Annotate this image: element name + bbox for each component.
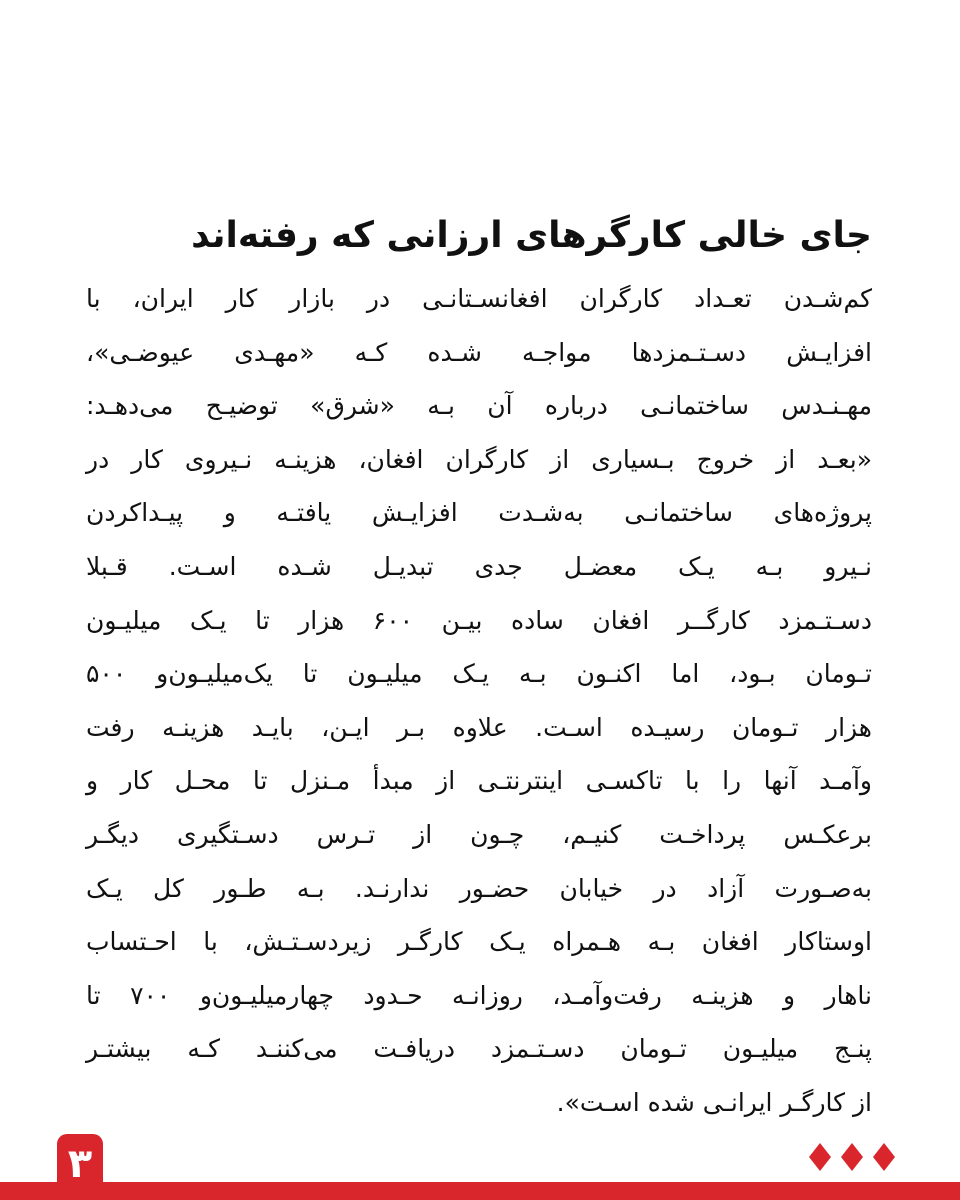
body-line: پروژه‌های ساختمانـی به‌شـدت افزایـش یافتـه و پیـداکردن: [86, 498, 872, 528]
body-line: وآمـد آنها را با تاکسـی اینترنتـی از مبدأ مـنزل تا محـل کار و: [86, 766, 872, 796]
article-body: [86, 272, 872, 1130]
footer-accent-bar: [0, 1182, 960, 1200]
body-line: نـیرو بـه یـک معضـل جدی تبدیـل شـده اسـت. قـبلا: [86, 551, 872, 581]
body-line: برعکـس پرداخـت کنیـم، چـون از تـرس دسـتگیری دیگـر: [86, 819, 872, 849]
body-line: مهـنـدس ساختمانـی درباره آن بـه «شرق» توضیـح می‌دهـد:: [86, 391, 872, 421]
body-line: تـومان بـود، اما اکنـون بـه یـک میلیـون تا یک‌میلیـون‌و ۵۰۰: [86, 659, 872, 689]
body-line: «بعـد از خروج بـسیاری از کارگران افغان، هزینـه نـیروی کار در: [86, 444, 872, 474]
body-line: از کارگـر ایرانـی شده اسـت».: [556, 1087, 872, 1117]
diamond-dots-icon: [806, 1139, 898, 1175]
body-line: ناهار و هزینـه رفت‌وآمـد، روزانـه حـدود چهارمیلیـون‌و ۷۰۰ تا: [86, 980, 872, 1010]
body-line: هزار تـومان رسیـده اسـت. علاوه بـر ایـن، بایـد هزینـه رفت: [86, 712, 872, 742]
body-line: پنـج میلیـون تـومان دسـتـمزد دریافـت می‌کننـد کـه بیشتـر: [86, 1034, 872, 1064]
article-title: جای خالی کارگرهای ارزانی که رفته‌اند: [191, 215, 872, 256]
page-number: ۳: [57, 1134, 103, 1200]
diamond-dot: [841, 1143, 863, 1171]
body-line: به‌صـورت آزاد در خیابان حضـور ندارنـد. بـه طـور کل یـک: [86, 873, 872, 903]
body-line: اوستاکار افغان بـه هـمراه یـک کارگـر زیردسـتـش، با احـتساب: [86, 927, 872, 957]
body-line: افزایـش دسـتـمزدها مواجـه شـده کـه «مهـدی عیوضـی»،: [86, 337, 872, 367]
diamond-dot: [809, 1143, 831, 1171]
diamond-dot: [873, 1143, 895, 1171]
body-line: دسـتـمزد کارگــر افغان ساده بیـن ۶۰۰ هزار تا یـک میلیـون: [86, 605, 872, 635]
body-line: کم‌شـدن تعـداد کارگران افغانسـتانـی در بازار کار ایران، با: [86, 284, 872, 313]
